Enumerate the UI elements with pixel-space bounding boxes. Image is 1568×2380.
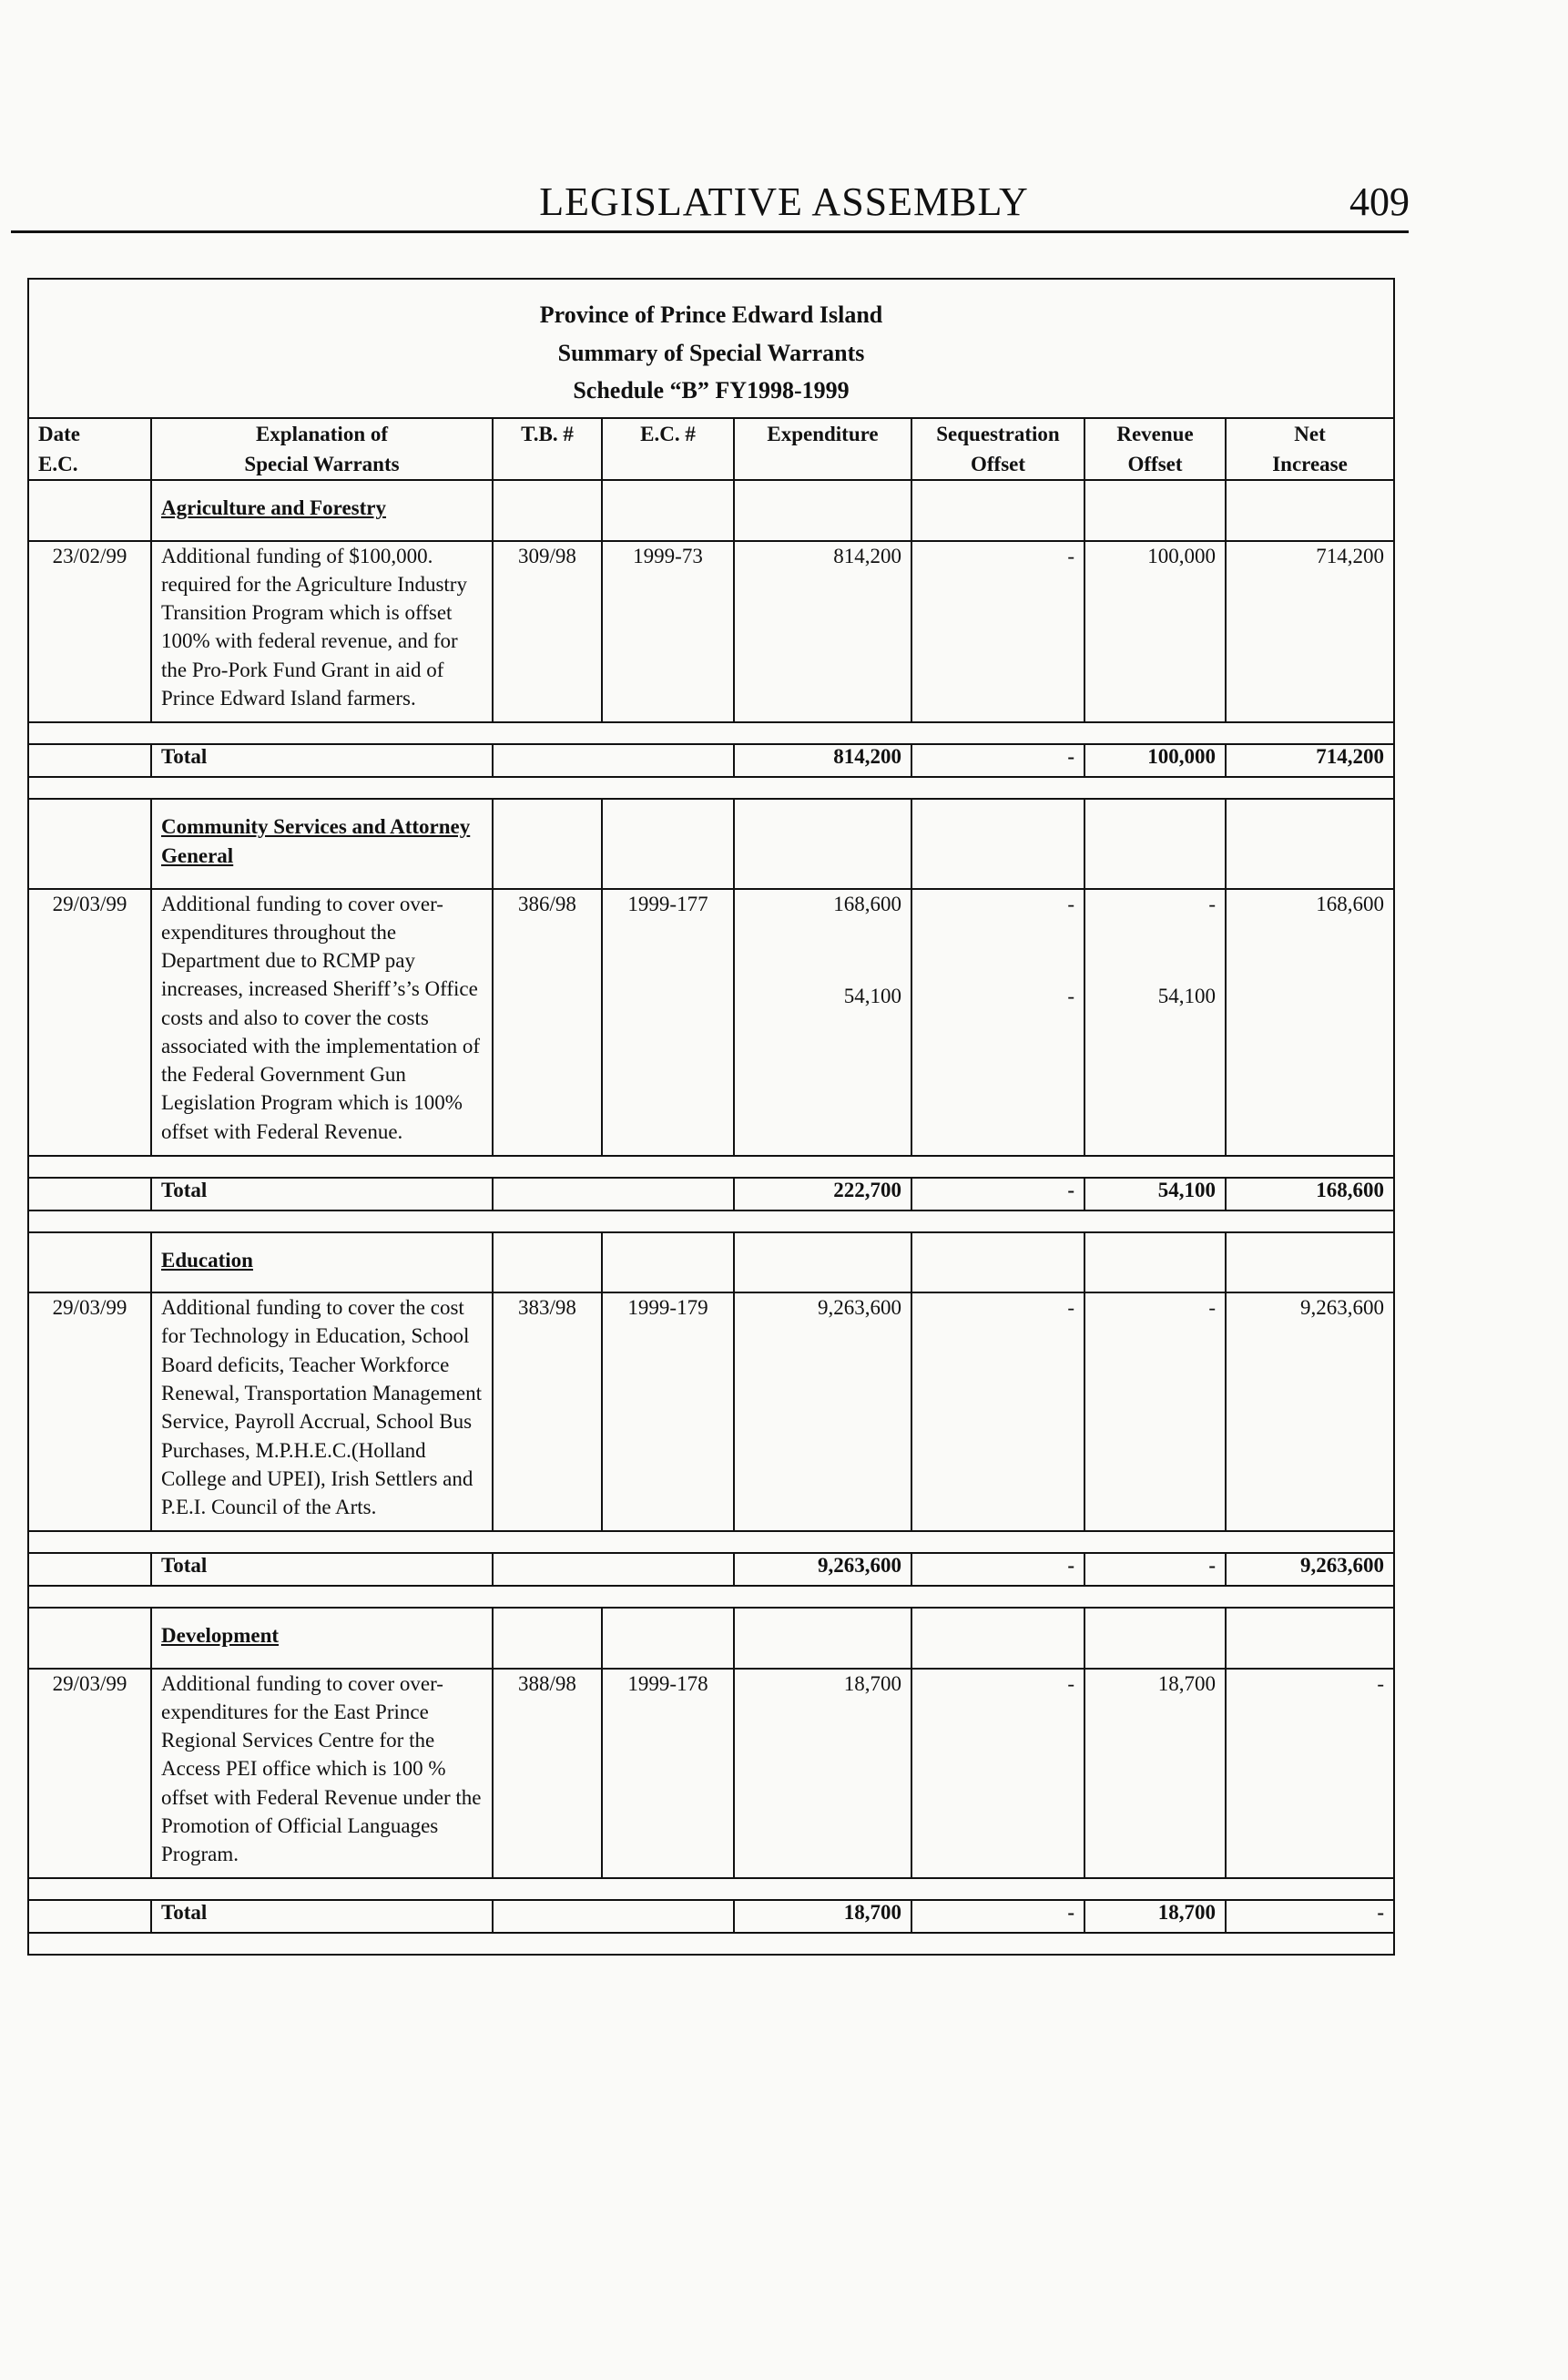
cell-ec-number: 1999-179 [602,1292,734,1531]
col-sequestration-offset: Sequestration Offset [911,418,1084,481]
sequestration-value: - [1067,544,1074,567]
caption-line-3: Schedule “B” FY1998-1999 [573,377,850,404]
col-tb-number: T.B. # [493,418,602,481]
revenue-value: 18,700 [1157,1671,1216,1695]
section-title-row [28,799,1394,888]
sequestration-value: - [1067,1671,1074,1695]
revenue-value: - [1208,892,1216,915]
spacer-row [28,1933,1394,1955]
cell-ec-number: 1999-178 [602,1669,734,1879]
total-sequestration-offset: - [911,1900,1084,1933]
total-revenue-offset: 100,000 [1084,744,1226,777]
cell-net-increase: 714,200 [1226,541,1394,723]
cell-expenditure [734,889,911,1156]
cell-ec-number: 1999-177 [602,889,734,1156]
table-row [28,1669,1394,1879]
page-title: LEGISLATIVE ASSEMBLY [539,179,1029,224]
spacer-row [28,1586,1394,1608]
total-net-increase: 168,600 [1226,1178,1394,1210]
total-expenditure: 9,263,600 [734,1553,911,1586]
total-label: Total [151,744,493,777]
total-row [28,744,1394,777]
spacer-row [28,1210,1394,1232]
revenue-value: 100,000 [1147,544,1216,567]
caption-line-1: Province of Prince Edward Island [539,301,883,328]
total-expenditure: 814,200 [734,744,911,777]
expenditure-value-2: 54,100 [843,984,901,1007]
total-expenditure: 18,700 [734,1900,911,1933]
page-number: 409 [1349,179,1410,224]
cell-net-increase: 9,263,600 [1226,1292,1394,1531]
revenue-value-2: 54,100 [1157,984,1216,1007]
cell-date: 29/03/99 [28,1292,151,1531]
section-title: Education [161,1249,253,1272]
spacer-row [28,1878,1394,1900]
cell-sequestration-offset [911,541,1084,723]
expenditure-value: 18,700 [843,1671,901,1695]
expenditure-value: 9,263,600 [818,1296,901,1320]
cell-description: Additional funding to cover the cost for Technology in Education, School Board deficits, Teacher Workforce Renewal, Transportation Management Service, Payroll Accrual, School Bus Purchases, M.P.H.E.C.(Holland College and UPEI), Irish Settlers and P.E.I. Council of the Arts. [151,1292,493,1531]
total-sequestration-offset: - [911,1553,1084,1586]
section-title: Agriculture and Forestry [161,496,387,520]
col-revenue-offset: Revenue Offset [1084,418,1226,481]
sequestration-value: - [1067,892,1074,915]
total-sequestration-offset: - [911,744,1084,777]
total-revenue-offset: 54,100 [1084,1178,1226,1210]
cell-expenditure [734,541,911,723]
section-title-row [28,1608,1394,1668]
total-net-increase: 714,200 [1226,744,1394,777]
expenditure-value: 168,600 [833,892,901,915]
section-title-row [28,480,1394,540]
revenue-value: - [1208,1296,1216,1320]
total-label: Total [151,1178,493,1210]
caption-line-2: Summary of Special Warrants [557,339,865,366]
col-explanation: Explanation of Special Warrants [151,418,493,481]
cell-description: Additional funding of $100,000. required for the Agriculture Industry Transition Program which is offset 100% with federal revenue, and for the Pro-Pork Fund Grant in aid of Prince Edward Island farmers. [151,541,493,723]
total-row [28,1900,1394,1933]
col-net-increase: Net Increase [1226,418,1394,481]
cell-net-increase: 168,600 [1226,889,1394,1156]
expenditure-value: 814,200 [833,544,901,567]
total-expenditure: 222,700 [734,1178,911,1210]
total-label: Total [151,1900,493,1933]
cell-ec-number: 1999-73 [602,541,734,723]
table-row [28,1292,1394,1531]
col-date-ec: Date E.C. [28,418,151,481]
table-row [28,889,1394,1156]
cell-expenditure [734,1669,911,1879]
cell-tb-number: 309/98 [493,541,602,723]
col-ec-number: E.C. # [602,418,734,481]
spacer-row [28,1531,1394,1553]
cell-tb-number: 388/98 [493,1669,602,1879]
cell-tb-number: 386/98 [493,889,602,1156]
cell-sequestration-offset [911,1292,1084,1531]
cell-date: 23/02/99 [28,541,151,723]
table-row [28,541,1394,723]
spacer-row [28,1156,1394,1178]
total-sequestration-offset: - [911,1178,1084,1210]
cell-tb-number: 383/98 [493,1292,602,1531]
sections-body [28,480,1394,1955]
total-label: Total [151,1553,493,1586]
special-warrants-table [27,278,1395,1956]
cell-description: Additional funding to cover over-expenditures throughout the Department due to RCMP pay increases, increased Sheriff’s’s Office costs and also to cover the costs associated with the implementation of the Federal Government Gun Legislation Program which is 100% offset with Federal Revenue. [151,889,493,1156]
cell-expenditure [734,1292,911,1531]
column-header-row [28,418,1394,481]
table-caption [28,279,1394,418]
cell-revenue-offset [1084,541,1226,723]
header-rule [11,230,1409,233]
cell-date: 29/03/99 [28,889,151,1156]
cell-sequestration-offset [911,889,1084,1156]
spacer-row [28,777,1394,799]
section-title: Development [161,1624,280,1648]
sequestration-value-2: - [1067,984,1074,1007]
total-revenue-offset: 18,700 [1084,1900,1226,1933]
cell-revenue-offset [1084,1292,1226,1531]
page-header [0,0,1568,232]
total-net-increase: - [1226,1900,1394,1933]
sequestration-value: - [1067,1296,1074,1320]
cell-description: Additional funding to cover over-expenditures for the East Prince Regional Services Centre for the Access PEI office which is 100 % offset with Federal Revenue under the Promotion of Official Languages Program. [151,1669,493,1879]
section-title: Community Services and Attorney General [161,815,471,868]
section-title-row [28,1232,1394,1292]
col-expenditure: Expenditure [734,418,911,481]
cell-revenue-offset [1084,1669,1226,1879]
total-row [28,1178,1394,1210]
total-row [28,1553,1394,1586]
cell-sequestration-offset [911,1669,1084,1879]
cell-revenue-offset [1084,889,1226,1156]
cell-net-increase: - [1226,1669,1394,1879]
total-net-increase: 9,263,600 [1226,1553,1394,1586]
cell-date: 29/03/99 [28,1669,151,1879]
spacer-row [28,722,1394,744]
total-revenue-offset: - [1084,1553,1226,1586]
